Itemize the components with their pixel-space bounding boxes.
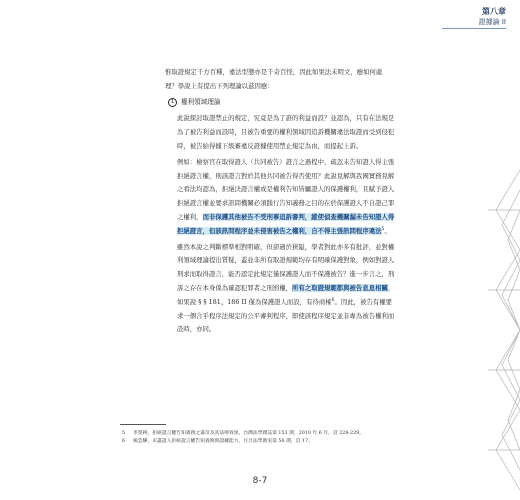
header-rule (442, 28, 506, 29)
chapter-header (479, 6, 506, 27)
footnote-item (122, 430, 422, 438)
chapter-title: 第八章 (482, 7, 506, 16)
section-heading (168, 96, 395, 110)
footnote-text: 楊雲驊，未盡證人拒絕證言權告知義務與證據能力，月旦法學教室第 56 期，頁 17。 (133, 439, 313, 445)
footnote-number: 5 (122, 431, 126, 436)
critique-text: 雖然本說之判斷標準相對明確，但卻過於狹隘，學者對此亦多有批評，並對權利領域理論提出質疑，蓋並非所有取證規範均存有明確保護對象，例如對證人刑求而取得證言，能否認定此規定僅保護證人而不保護被告？進一步言之，刑訴之存在本身係為確認犯罪者之刑罰權， (177, 242, 395, 292)
example-text: 例如：檢察官在取得證人（共同被告）證言之過程中，疏忽未告知證人得主張拒絕證言權，則該證言對於其他共同被告得否使用？此說見解與我國實務見解之看法均認為，拒絕決證言權或是權利告知皆屬證人的保護權利，且賦予證人拒絕證言權並要求訊問機關必須践行告知義務之目的在於保護證人不自證己罪之權利， (177, 157, 395, 221)
footnote-number: 6 (122, 439, 126, 445)
decorative-zigzag-lines (488, 170, 520, 500)
footnote-ref-6[interactable]: 6 (331, 297, 335, 303)
section-title: 權利領域理論 (181, 97, 221, 106)
example-highlight: 而非保護其他被告不受刑事追訴審判，縱使偵查機關漏未告知證人得拒絕證言，但該訊問程序並未侵害被告之權利，自不得主張訊問程序違法 (177, 212, 395, 235)
page-number: 8-7 (252, 476, 268, 486)
paragraph-definition: 此說探討取證禁止的規定，究竟是為了誰的利益而設？並認為，只有在法規是為了被告利益而設時，且被告重要的權利領域因追訴機關違法取證而受到侵犯時，被告始得據下級審違反證據使用禁止規定為由，而提起上訴。 (177, 114, 395, 150)
critique-end: 。因此，被告有權要求一個合乎程序法規定的公平審判程序，即使該程序規定並非專為被告權利而設時，亦同。 (177, 297, 395, 334)
footnote-ref-5[interactable]: 5 (381, 226, 385, 232)
paragraph-critique (177, 241, 395, 338)
footnotes (122, 430, 422, 446)
main-text (165, 66, 395, 339)
critique-text-2: ，如果說 § § 181、186 II 僅為保護證人而設，有待商榷 (177, 283, 395, 306)
paragraph-example (177, 156, 395, 239)
footnote-item (122, 438, 422, 446)
critique-highlight: 所有之取證規範都與被告息息相關 (292, 283, 388, 292)
chapter-subtitle: 證據論 II (478, 18, 506, 26)
footnote-text: 李榮耕，拒絕證言權告知義務之違反及其法律效果，台灣法學雜誌第 153 期，2010 年 6 月，頁 228-229。 (133, 431, 364, 436)
section-body (165, 112, 395, 337)
example-end: 。 (384, 226, 391, 235)
section-number: 1 (168, 98, 177, 107)
footnote-rule (120, 424, 166, 425)
intro-paragraph: 惟取證規定千方百種，違法型態亦是千奇百怪，因此如果法未明文，應如何處理？學說上有提出下列理論以茲因應： (165, 68, 383, 90)
